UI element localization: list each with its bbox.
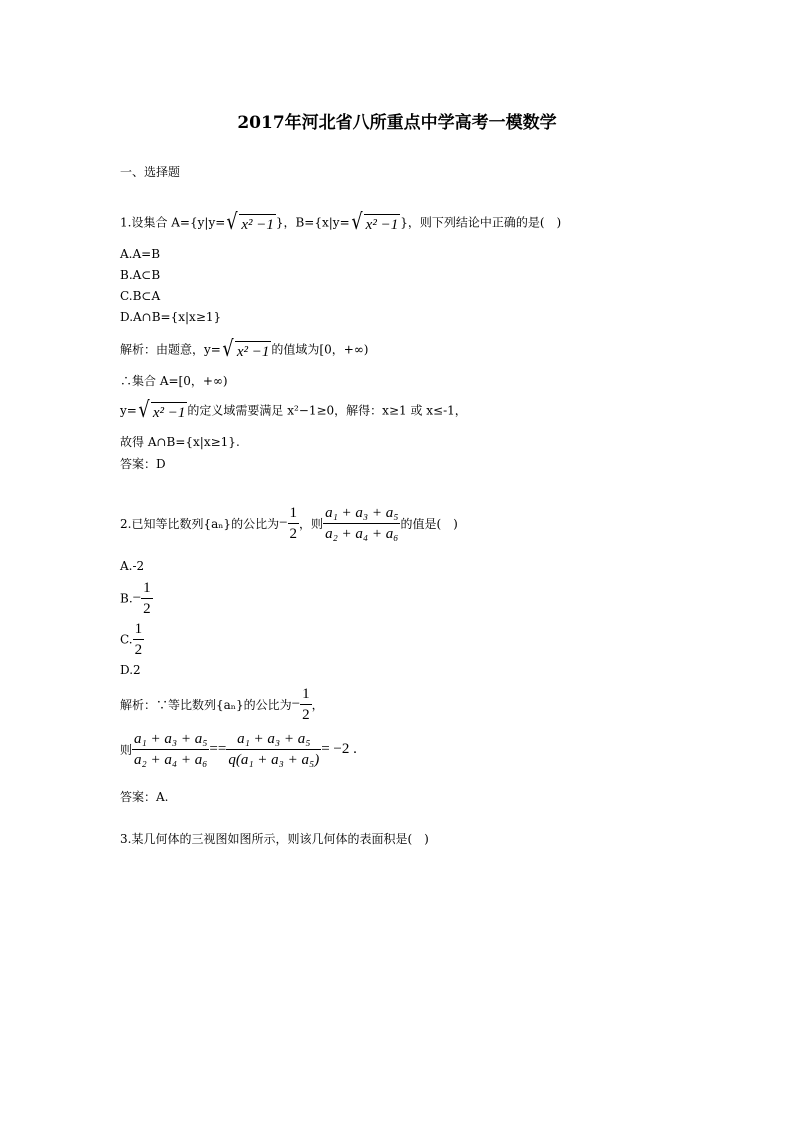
- q2-option-c-label: C.: [120, 632, 133, 647]
- q2-sol2-fraction-1: $\frac{\text{a₁ + a₃ + a₅}}{\text{a₂ + a₄ + a₆}}$: [134, 731, 208, 768]
- question-2-stem: [120, 503, 458, 544]
- question-1-stem: [120, 212, 561, 234]
- q1-option-c: C.B⊂A: [120, 289, 161, 303]
- q1-stem-part-b: }，B={x|y=: [275, 215, 350, 230]
- q2-solution-line-2: [120, 729, 357, 770]
- q1-solution-line-1: [120, 339, 368, 361]
- q2-stem-part-b: ，则: [299, 517, 324, 531]
- q1-sol1-sqrt: √ x² −1: [222, 337, 270, 362]
- page-title: 2017年河北省八所重点中学高考一模数学: [237, 113, 557, 133]
- q2-sum-ratio-fraction: $\frac{\text{a₁ + a₃ + a₅}}{\text{a₂ + a₄ + a₆}}$: [325, 505, 399, 542]
- q2-stem-part-c: 的值是( ): [400, 517, 458, 531]
- q1-sqrt-2: √ x² −1: [351, 210, 399, 235]
- q1-option-a: A.A=B: [120, 247, 161, 261]
- q1-option-b: B.A⊂B: [120, 268, 161, 282]
- q2-sol2-fraction-2: $\frac{\text{a₁ + a₃ + a₅}}{\text{q(a₁ + a₃ + a₅)}}$: [228, 731, 320, 768]
- q1-stem-part-c: }，则下列结论中正确的是( ): [400, 215, 562, 230]
- q1-sol1-text-b: 的值域为[0，+∞): [271, 342, 369, 357]
- q2-option-b: [120, 578, 153, 619]
- q2-stem-part-a: 2.已知等比数列{aₙ}的公比为: [120, 517, 280, 531]
- q2-option-c: [120, 619, 144, 660]
- q2-sol1-text-a: 解析：∵等比数列{aₙ}的公比为: [120, 698, 292, 712]
- q1-stem-part-a: 1.设集合 A={y|y=: [120, 215, 226, 230]
- q1-option-d: D.A∩B={x|x≥1}: [120, 310, 222, 324]
- q2-ratio-fraction: $\frac{1}{2}$: [289, 505, 298, 542]
- q2-sol2-result: = −2 .: [321, 741, 357, 757]
- q2-option-b-minus: −: [132, 590, 142, 606]
- q2-option-b-fraction: $\frac{1}{2}$: [143, 580, 151, 617]
- q2-sol2-text-a: 则: [120, 743, 133, 757]
- section-heading: 一、选择题: [120, 165, 181, 179]
- q2-sol1-text-b: ，: [311, 698, 324, 712]
- q1-answer: 答案：D: [120, 457, 166, 471]
- q2-option-b-label: B.: [120, 591, 133, 606]
- q2-sol1-minus: −: [291, 696, 301, 712]
- q1-solution-line-2: ∴集合 A=[0，+∞): [120, 374, 228, 388]
- q1-solution-line-3: [120, 400, 467, 422]
- q2-option-a: A.-2: [120, 559, 145, 573]
- q1-sol3-text-b: 的定义域需要满足 x²−1≥0，解得：x≥1 或 x≤-1，: [187, 403, 467, 418]
- q2-option-c-fraction: $\frac{1}{2}$: [134, 621, 143, 658]
- q2-sol1-fraction: $\frac{1}{2}$: [302, 686, 310, 723]
- q2-answer: 答案：A.: [120, 790, 169, 804]
- q1-sol3-text-a: y=: [120, 403, 137, 418]
- q1-sqrt-1: √ x² −1: [226, 210, 274, 235]
- q1-sol1-text-a: 解析：由题意，y=: [120, 342, 221, 357]
- question-3-stem: 3.某几何体的三视图如图所示，则该几何体的表面积是( ): [120, 832, 429, 846]
- q1-sol3-sqrt: √ x² −1: [138, 398, 186, 423]
- q2-solution-line-1: [120, 684, 324, 725]
- q2-sol2-equals: ==: [209, 741, 227, 757]
- q1-solution-line-4: 故得 A∩B={x|x≥1}.: [120, 435, 240, 449]
- q2-option-d: D.2: [120, 663, 141, 677]
- q2-minus-sign: −: [279, 515, 288, 531]
